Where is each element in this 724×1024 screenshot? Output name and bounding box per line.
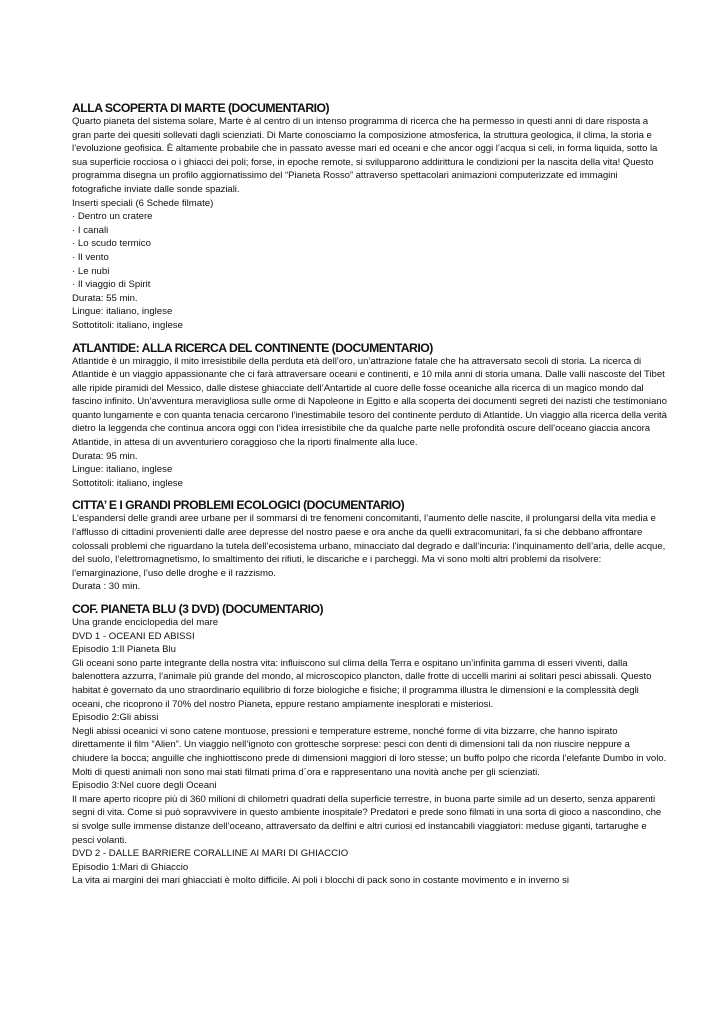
entry-description: Atlantide è un miraggio, il mito irresistibile della perduta età dell’oro, un’attrazione fatale che ha attraversato secoli di storia. La ricerca di Atlantide è un viaggio appassionante che ci farà attraversare oceani e continenti, e 10 mila anni di storia umana. Dalle valli nascoste del Tibet alle ripide piramidi del Messico, dalle distese ghiacciate dell’Antartide al cuore delle fosse oceaniche alla ricerca di un magico mondo dal fascino infinito. Un’avventura meravigliosa sulle orme di Napoleone in Egitto e alla scoperta dei documenti segreti dei nazisti che testimoniano quanto lungamente e con quanta tenacia cercarono l’inestimabile tesoro del continente perduto di Atlantide. Un viaggio alla ricerca della verità dietro la leggenda che continua ancora oggi con l’idea irresistibile che da qualche parte nelle profondità oscure dell’oceano giaccia ancora Atlantide, in attesa di un avventuriero coraggioso che la riporti finalmente alla luce. — [72, 355, 667, 449]
entry-languages: Lingue: italiano, inglese — [72, 306, 173, 318]
entry-duration: Durata : 30 min. — [72, 581, 141, 593]
entry-line: · Il vento — [72, 251, 109, 263]
document-content — [72, 101, 668, 896]
entry-subtitle: Una grande enciclopedia del mare — [72, 617, 219, 628]
entry-line: Inserti speciali (6 Schede filmate) — [72, 197, 214, 209]
episode-heading: Episodio 1:Il Pianeta Blu — [72, 644, 176, 656]
entry-subtitles: Sottotitoli: italiano, inglese — [72, 477, 183, 489]
entry-title: COF. PIANETA BLU (3 DVD) (DOCUMENTARIO) — [72, 602, 324, 616]
episode-description: Negli abissi oceanici vi sono catene montuose, pressioni e temperature estreme, nonché forme di vita bizzarre, che hanno ispirato direttamente il film “Alien”. Un viaggio nell’ignoto con grottesche sorprese: pesci con denti di dimensioni tali da non riuscire neppure a chiudere la bocca; anguille che inghiottiscono prede di dimensioni maggiori di loro stesse; un buffo polpo che ricorda l’elefante Dumbo in volo. Molti di questi animali non sono mai stati filmati prima d´ora e rappresentano una novità anche per gli scienziati. — [72, 725, 667, 778]
entry-duration: Durata: 95 min. — [72, 450, 138, 462]
entry-line: · I canali — [72, 224, 109, 236]
entry-line: · Il viaggio di Spirit — [72, 279, 151, 291]
entry-languages: Lingue: italiano, inglese — [72, 464, 173, 476]
entry-title: CITTA’ E I GRANDI PROBLEMI ECOLOGICI (DOCUMENTARIO) — [72, 498, 405, 513]
catalog-entry-pianeta-blu — [72, 602, 668, 888]
entry-duration: Durata: 55 min. — [72, 292, 138, 304]
episode-description: La vita ai margini dei mari ghiacciati è molto difficile. Ai poli i blocchi di pack sono in costante movimento e in inverno si — [72, 875, 569, 887]
catalog-entry-marte — [72, 101, 668, 333]
entry-line: · Le nubi — [72, 265, 110, 277]
entry-title: ALLA SCOPERTA DI MARTE (DOCUMENTARIO) — [72, 101, 330, 115]
episode-description: Il mare aperto ricopre più di 360 milioni di chilometri quadrati della superficie terrestre, in buona parte simile ad un deserto, senza apparenti segni di vita. Come si può sopravvivere in questo ambiente inospitale? Predatori e prede sono filmati in una sorta di gioco a nascondino, che si svolge sulle immense distanze dell’oceano, attraversato da delfini e altri curiosi ed instancabili viaggiatori: meduse giganti, tartarughe e pesci volanti. — [72, 793, 662, 846]
entry-description: L’espandersi delle grandi aree urbane per il sommarsi di tre fenomeni concomitanti, l’aumento delle nascite, il prolungarsi della vita media e l’afflusso di cittadini provenienti dalle aree depresse del nostro paese e ora anche da quelli extracomunitari, fa si che debbano affrontare colossali problemi che riguardano la tutela dell’ecosistema urbano, minacciato dal degrado e dall’incuria: l’inquinamento dell’aria, delle acque, del suolo, l’elettromagnetismo, lo smaltimento dei rifiuti, le discariche e i parcheggi. Ma vi sono molti altri problemi da risolvere: l’emarginazione, l’uso delle droghe e il razzismo. — [72, 513, 666, 579]
entry-line: · Dentro un cratere — [72, 211, 153, 223]
episode-heading: Episodio 3:Nel cuore degli Oceani — [72, 780, 217, 792]
entry-subtitles: Sottotitoli: italiano, inglese — [72, 319, 183, 331]
episode-description: Gli oceani sono parte integrante della nostra vita: influiscono sul clima della Terra e ospitano un’infinita gamma di esseri viventi, dalla balenottera azzurra, l’animale più grande del mondo, al microscopico plancton, dalle frotte di uccelli marini ai solitari pesci abissali. Questo habitat è governato da uno straordinario equilibrio di forze biologiche e fisiche; il programma illustra le dimensioni e la complessità degli oceani, che ricoprono il 70% del nostro Pianeta, eppure restano ampiamente inesplorati e misteriosi. — [72, 657, 652, 710]
entry-line: · Lo scudo termico — [72, 238, 151, 250]
dvd-heading: DVD 1 - OCEANI ED ABISSI — [72, 630, 195, 642]
episode-heading: Episodio 2:Gli abissi — [72, 712, 159, 724]
entry-title: ATLANTIDE: ALLA RICERCA DEL CONTINENTE (DOCUMENTARIO) — [72, 340, 433, 355]
catalog-entry-atlantide — [72, 341, 668, 491]
episode-heading: Episodio 1:Mari di Ghiaccio — [72, 861, 189, 873]
entry-description: Quarto pianeta del sistema solare, Marte è al centro di un intenso programma di ricerca che ha permesso in questi anni di dare risposta a gran parte dei quesiti sollevati dagli scienziati. Di Marte conosciamo la composizione atmosferica, la struttura geologica, il clima, la storia e l’evoluzione geofisica. È altamente probabile che in passato avesse mari ed oceani e che ancor oggi l’acqua si celi, in forma liquida, sotto la sua superficie rocciosa o i ghiacci dei poli; forse, in epoche remote, si svilupparono addirittura le condizioni per la nascita della vita! Questo programma disegna un profilo aggiornatissimo del “Pianeta Rosso” attraverso spettacolari animazioni computerizzate ed immagini fotografiche inviate dalle sonde spaziali. — [72, 116, 658, 195]
catalog-entry-citta — [72, 498, 668, 594]
dvd-heading: DVD 2 - DALLE BARRIERE CORALLINE AI MARI DI GHIACCIO — [72, 848, 349, 860]
